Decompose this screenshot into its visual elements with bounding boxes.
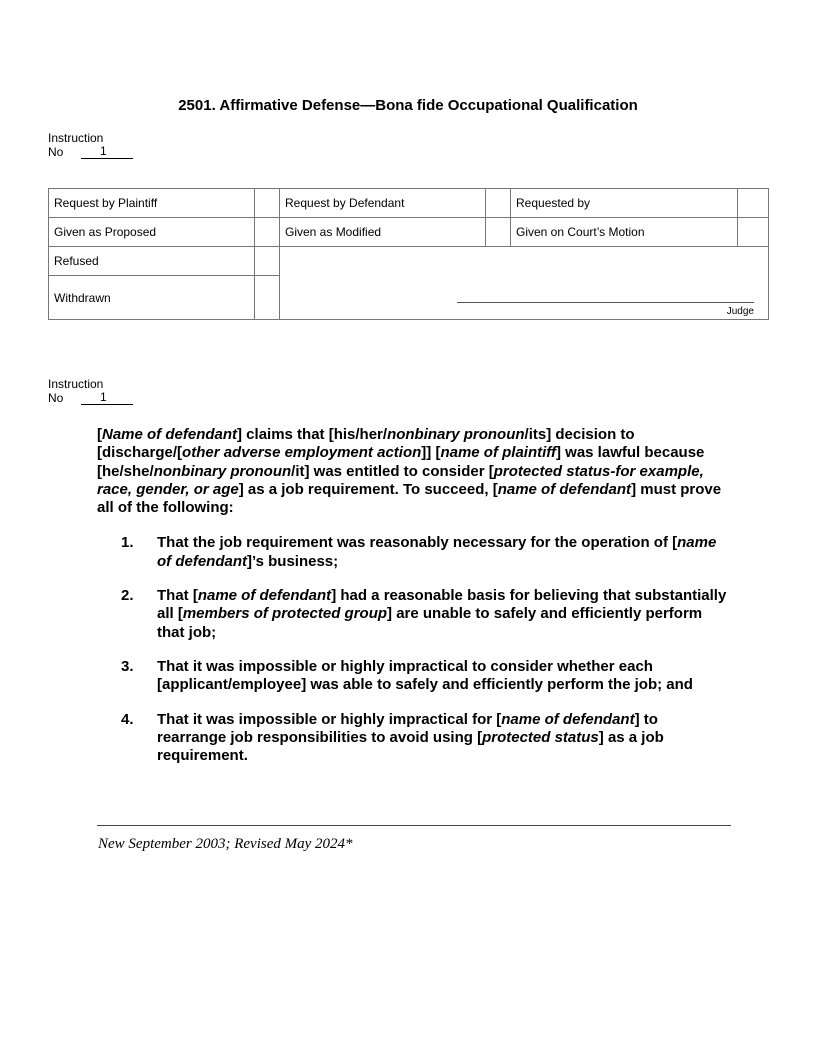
- instruction-number-field[interactable]: 1: [81, 391, 133, 405]
- list-item: 3. That it was impossible or highly impractical to consider whether each [applicant/employee] was able to safely and efficiently perform the job; and: [121, 657, 693, 694]
- instruction-label: Instruction: [48, 377, 104, 391]
- request-by-defendant-label: Request by Defendant: [280, 189, 486, 218]
- request-by-defendant-checkbox[interactable]: [486, 189, 511, 218]
- elements-list: [97, 534, 727, 765]
- instruction-no-label: No: [48, 391, 64, 405]
- given-on-courts-motion-checkbox[interactable]: [738, 218, 769, 247]
- list-item: 2. That [name of defendant] had a reasonable basis for believing that substantially all [members of protected group] are unable to safely and efficiently perform that job;: [121, 587, 727, 641]
- requested-by-checkbox[interactable]: [738, 189, 769, 218]
- given-as-proposed-checkbox[interactable]: [255, 218, 280, 247]
- judge-signature-cell: [280, 247, 769, 320]
- divider: [97, 825, 731, 826]
- instruction-no-label: No: [48, 145, 64, 159]
- judge-label: Judge: [726, 306, 754, 317]
- request-by-plaintiff-label: Request by Plaintiff: [49, 189, 255, 218]
- given-as-modified-label: Given as Modified: [280, 218, 486, 247]
- given-as-proposed-label: Given as Proposed: [49, 218, 255, 247]
- request-by-plaintiff-checkbox[interactable]: [255, 189, 280, 218]
- requested-by-label: Requested by: [511, 189, 738, 218]
- list-item: 1. That the job requirement was reasonably necessary for the operation of [name of defendant]’s business;: [121, 534, 717, 570]
- instruction-number-field[interactable]: 1: [81, 145, 133, 159]
- list-item: 4. That it was impossible or highly impractical for [name of defendant] to rearrange job responsibilities to avoid using [protected status] as a job requirement.: [121, 710, 664, 765]
- page-title: 2501. Affirmative Defense—Bona fide Occupational Qualification: [178, 97, 638, 114]
- instruction-number-block-2: [48, 377, 133, 405]
- given-as-modified-checkbox[interactable]: [486, 218, 511, 247]
- refused-label: Refused: [49, 247, 255, 276]
- instruction-number-block: [48, 131, 133, 159]
- history-note: New September 2003; Revised May 2024*: [98, 836, 353, 852]
- given-on-courts-motion-label: Given on Court’s Motion: [511, 218, 738, 247]
- refused-checkbox[interactable]: [255, 247, 280, 276]
- judge-signature-line[interactable]: [457, 302, 754, 303]
- instruction-label: Instruction: [48, 131, 104, 145]
- intro-paragraph: [Name of defendant] claims that [his/her/nonbinary pronoun/its] decision to [discharge/[other adverse employment action]] [name of plaintiff] was lawful because [he/she/nonbinary pronoun/it] was entitled to consider [protected status-for example, race, gender, or age] as a job requirement. To succeed, [name of defendant] must prove all of the following:: [97, 426, 722, 517]
- withdrawn-checkbox[interactable]: [255, 276, 280, 320]
- instruction-body: [97, 426, 727, 781]
- request-status-table: [48, 188, 769, 320]
- withdrawn-label: Withdrawn: [49, 276, 255, 320]
